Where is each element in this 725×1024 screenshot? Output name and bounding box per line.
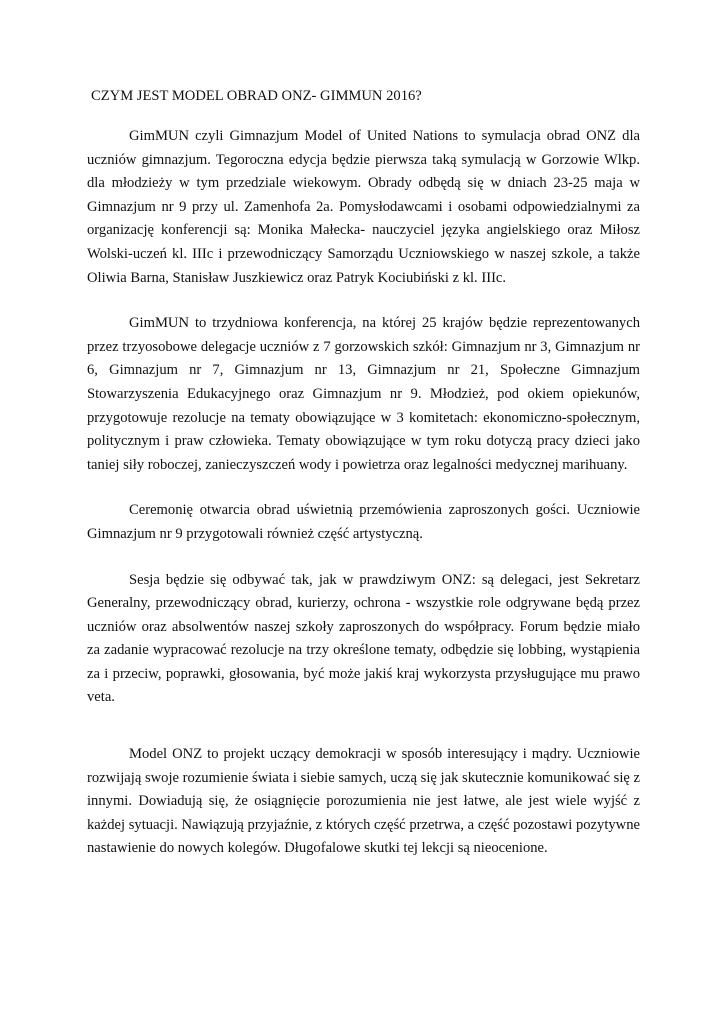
document-page (87, 86, 640, 861)
paragraph-session: Sesja będzie się odbywać tak, jak w prawdziwym ONZ: są delegaci, jest Sekretarz Generalny, przewodniczący obrad, kurierzy, ochrona - wszystkie role odgrywane będą przez uczniów oraz absolwentów naszej szkoły zaproszonych do współpracy. Forum będzie miało za zadanie wypracować rezolucje na trzy określone tematy, odbędzie się lobbing, wystąpienia za i przeciw, poprawki, głosowania, być może jakiś kraj wykorzysta przysługujące mu prawo veta. (87, 571, 640, 706)
document-title: CZYM JEST MODEL OBRAD ONZ- GIMMUN 2016? (91, 88, 422, 104)
paragraph-intro: GimMUN czyli Gimnazjum Model of United Nations to symulacja obrad ONZ dla uczniów gimnazjum. Tegoroczna edycja będzie pierwsza taką symulacją w Gorzowie Wlkp. dla młodzieży w tym przedziale wiekowym. Obrady odbędą się w dniach 23-25 maja w Gimnazjum nr 9 przy ul. Zamenhofa 2a. Pomysłodawcami i osobami odpowiedzialnymi za organizację konferencji są: Monika Małecka- nauczyciel języka angielskiego oraz Miłosz Wolski-uczeń kl. IIIc i przewodniczący Samorządu Uczniowskiego w naszej szkole, a także Oliwia Barna, Stanisław Juszkiewicz oraz Patryk Kociubiński z kl. IIIc. (87, 128, 640, 286)
paragraph-ceremony: Ceremonię otwarcia obrad uświetnią przemówienia zaproszonych gości. Uczniowie Gimnazjum nr 9 przygotowali również część artystyczną. (87, 502, 640, 542)
paragraph-summary: Model ONZ to projekt uczący demokracji w sposób interesujący i mądry. Uczniowie rozwijają swoje rozumienie świata i siebie samych, uczą się jak skutecznie komunikować się z innymi. Dowiadują się, że osiągnięcie porozumienia nie jest łatwe, ale jest wiele wyjść z każdej sytuacji. Nawiązują przyjaźnie, z których część przetrwa, a część pozostawi pozytywne nastawienie do nowych kolegów. Długofalowe skutki tej lekcji są nieocenione. (87, 746, 640, 857)
paragraph-conference: GimMUN to trzydniowa konferencja, na której 25 krajów będzie reprezentowanych przez trzyosobowe delegacje uczniów z 7 gorzowskich szkół: Gimnazjum nr 3, Gimnazjum nr 6, Gimnazjum nr 7, Gimnazjum nr 13, Gimnazjum nr 21, Społeczne Gimnazjum Stowarzyszenia Edukacyjnego oraz Gimnazjum nr 9. Młodzież, pod okiem opiekunów, przygotowuje rezolucje na tematy obowiązujące w 3 komitetach: ekonomiczno-społecznym, politycznym i praw człowieka. Tematy obowiązujące w tym roku dotyczą pracy dzieci jako taniej siły roboczej, zanieczyszczeń wody i powietrza oraz legalności medycznej marihuany. (87, 315, 640, 473)
